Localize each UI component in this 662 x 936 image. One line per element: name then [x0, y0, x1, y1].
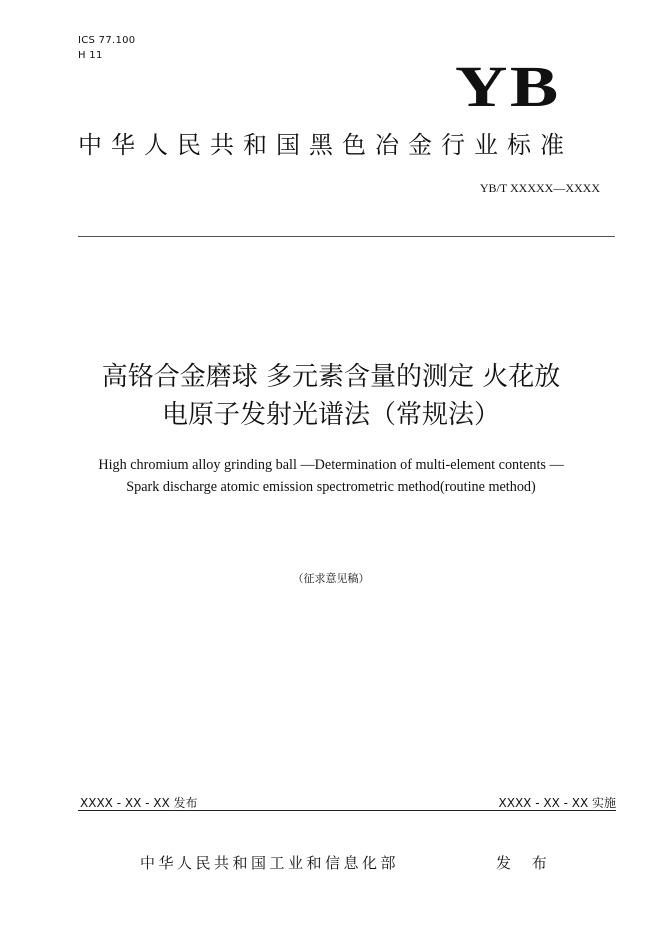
publisher: 中华人民共和国工业和信息化部	[140, 854, 400, 872]
yb-logo: YB	[455, 54, 561, 119]
chinese-title-line-2: 电原子发射光谱法（常规法）	[161, 400, 500, 430]
bottom-divider	[78, 810, 616, 811]
classification-codes	[78, 33, 135, 63]
implementation-date: XXXX - XX - XX 实施	[498, 796, 616, 810]
chinese-title	[40, 358, 622, 434]
ics-code: ICS 77.100	[78, 35, 136, 46]
standard-category-title: 中华人民共和国黑色冶金行业标准	[78, 131, 573, 159]
english-title-line-2: Spark discharge atomic emission spectrometric method(routine method)	[126, 479, 536, 495]
standard-number: YB/T XXXXX—XXXX	[479, 181, 600, 195]
issue-date: XXXX - XX - XX 发布	[80, 796, 198, 810]
publish-label: 发 布	[496, 854, 555, 872]
english-title	[30, 454, 632, 498]
english-title-line-1: High chromium alloy grinding ball —Determination of multi-element contents —	[98, 457, 564, 473]
chinese-title-line-1: 高铬合金磨球 多元素含量的测定 火花放	[101, 362, 561, 392]
ccs-code: H 11	[78, 50, 103, 61]
top-divider	[78, 236, 615, 237]
draft-note: （征求意见稿）	[292, 572, 370, 585]
